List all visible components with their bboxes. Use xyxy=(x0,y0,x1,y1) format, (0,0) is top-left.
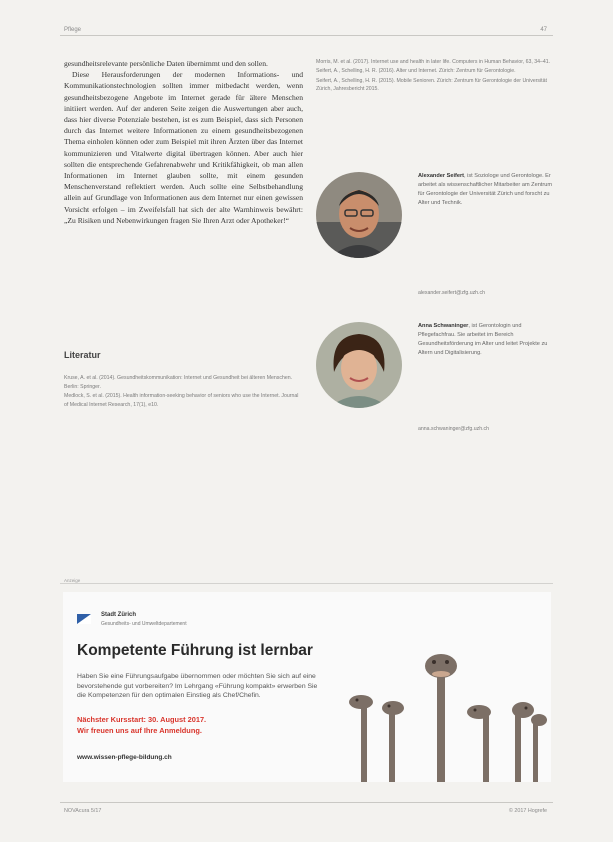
author-name: Anna Schwaninger xyxy=(418,323,469,329)
ad-call-to-action: Wir freuen uns auf Ihre Anmeldung. xyxy=(77,726,202,735)
header-rule xyxy=(60,35,553,36)
reference-item: Seifert, A., Schelling, H. R. (2016). Alter und Internet. Zürich: Zentrum für Gerontologie. xyxy=(316,68,516,75)
ad-link[interactable]: www.wissen-pflege-bildung.ch xyxy=(77,754,172,761)
author-bio-text: ist Gerontologin und Pflegefachfrau. Sie arbeitet im Bereich Gesundheitsförderung im Alter und leitet Projekte zu Altern und Digitalisierung. xyxy=(418,323,548,356)
body-paragraph: Diese Herausforderungen der modernen Informations- und Kommunikationstechnologien sollten immer mitbedacht werden, wenn gesundheitsbezogene Angebote im Internet gerade für ältere Menschen initiiert werden. Auf der anderen Seite zeigen die Auswertungen aber auch, dass hier diverse Potenziale bestehen, ist es zum Beispiel, dass sich Personen durch das Internet weitere Informationen zu einem gesundheitsbezogenen Thema einholen können oder zum Beispiel mit ihren Ärzten über das Internet kommunizieren und Vitalwerte digital übertragen können. Aber auch hier sollten die entsprechende Gefahrenabwehr und Kritikfähigkeit, ob man allen Informationen im Internet glauben sollte, mit einem gesunden Menschenverstand reflektiert werden. Auch sollte eine Selbstbehandlung allein auf Grundlage von Informationen aus dem Internet nur einen gewissen Vorsicht erfolgen – im Zweifelsfall hat sich der alte Warnhinweis bewährt: „Zu Risiken und Nebenwirkungen fragen Sie Ihren Arzt oder Apotheker!“ xyxy=(64,70,303,225)
ad-label: Anzeige xyxy=(64,578,83,583)
ad-department: Gesundheits- und Umweltdepartement xyxy=(101,621,187,627)
literature-heading: Literatur xyxy=(64,350,101,360)
ostriches-image xyxy=(333,640,551,782)
author-email[interactable]: anna.schwaninger@zfg.uzh.ch xyxy=(418,426,490,432)
ad-course-start: Nächster Kursstart: 30. August 2017. xyxy=(77,715,207,724)
article-body xyxy=(64,58,303,226)
ad-headline: Kompetente Führung ist lernbar xyxy=(77,642,313,659)
body-paragraph: gesundheitsrelevante persönliche Daten übernimmt und den sollen. xyxy=(64,59,268,68)
author-photo-man xyxy=(316,172,402,258)
ad-text: Haben Sie eine Führungsaufgabe übernommen oder möchten Sie sich auf eine bevorstehende gut vorbereiten? Im Lehrgang «Führung kompakt» erwerben Sie die Kompetenzen für den optimalen Einstieg als Chef/Chefin. xyxy=(77,673,318,700)
author-bio: Anna Schwaninger, ist Gerontologin und Pflegefachfrau. Sie arbeitet im Bereich Gesundheitsförderung im Alter und leitet Projekte zu Altern und Digitalisierung. xyxy=(418,323,548,356)
footer-copyright: © 2017 Hogrefe xyxy=(508,808,547,814)
advertisement[interactable] xyxy=(63,592,551,782)
page-number: 47 xyxy=(540,27,547,33)
literature-list xyxy=(64,374,303,410)
footer-rule xyxy=(60,802,553,803)
author-bio-text: ist Soziologe und Gerontologe. Er arbeitet als wissenschaftlicher Mitarbeiter am Zentrum für Gerontologie der Universität Zürich und forscht zu Alter und Technik. xyxy=(418,173,552,206)
reference-item: Morris, M. et al. (2017). Internet use and health in later life. Computers in Human Behavior, 63, 34–41. xyxy=(316,59,551,65)
author-name: Alexander Seifert xyxy=(418,173,465,179)
author-bio: Alexander Seifert, ist Soziologe und Gerontologe. Er arbeitet als wissenschaftlicher Mitarbeiter am Zentrum für Gerontologie der Universität Zürich und forscht zu Alter und Technik. xyxy=(418,173,552,206)
literature-item: Medlock, S. et al. (2015). Health information-seeking behavior of seniors who use the Internet. Journal of Medical Internet Research, 17(1), e10. xyxy=(64,393,299,408)
author-email[interactable]: alexander.seifert@zfg.uzh.ch xyxy=(418,290,485,296)
ad-organization: Stadt Zürich xyxy=(101,612,137,618)
literature-item: Kruse, A. et al. (2014). Gesundheitskommunikation: Internet und Gesundheit bei älteren Menschen. Berlin: Springer. xyxy=(64,375,293,390)
reference-list xyxy=(316,58,556,95)
reference-item: Seifert, A., Schelling, H. R. (2015). Mobile Senioren. Zürich: Zentrum für Gerontologie der Universität Zürich, Jahresbericht 2015. xyxy=(316,77,547,93)
ad-separator xyxy=(60,583,553,584)
zurich-logo-icon xyxy=(77,614,91,624)
running-header-section: Pflege xyxy=(64,27,82,33)
author-photo-woman xyxy=(316,322,402,408)
footer-publication: NOVAcura 5/17 xyxy=(64,808,102,814)
